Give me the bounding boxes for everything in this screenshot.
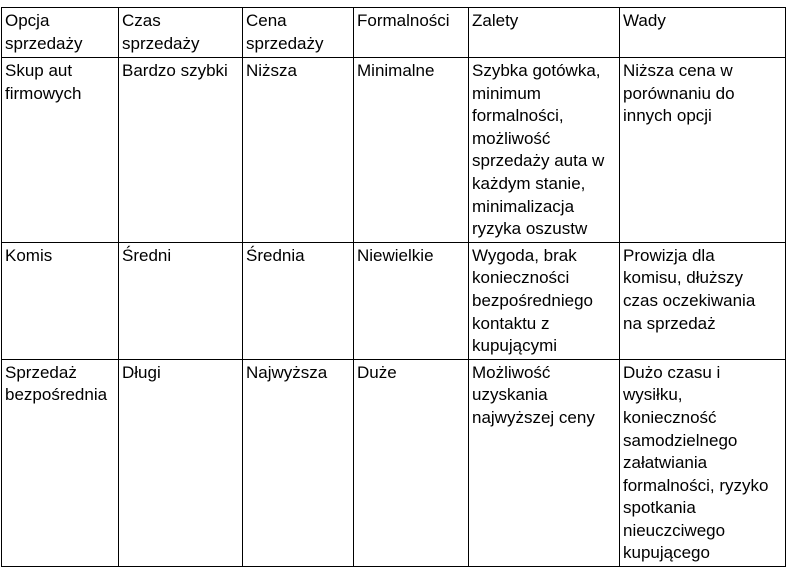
cell-price: Niższa xyxy=(243,58,354,243)
cell-pros: Wygoda, brak konieczności bezpośredniego kontaktu z kupującymi xyxy=(469,242,620,359)
header-cell-time: Czas sprzedaży xyxy=(119,8,243,58)
cell-time: Średni xyxy=(119,242,243,359)
table-row xyxy=(2,359,786,566)
header-cell-formalities: Formalności xyxy=(354,8,469,58)
cell-option: Sprzedaż bezpośrednia xyxy=(2,359,119,566)
cell-price: Najwyższa xyxy=(243,359,354,566)
cell-cons: Prowizja dla komisu, dłuższy czas oczekiwania na sprzedaż xyxy=(620,242,786,359)
header-cell-price: Cena sprzedaży xyxy=(243,8,354,58)
cell-time: Długi xyxy=(119,359,243,566)
cell-pros: Możliwość uzyskania najwyższej ceny xyxy=(469,359,620,566)
table-row xyxy=(2,58,786,243)
cell-cons: Niższa cena w porównaniu do innych opcji xyxy=(620,58,786,243)
cell-pros: Szybka gotówka, minimum formalności, możliwość sprzedaży auta w każdym stanie, minimalizacja ryzyka oszustw xyxy=(469,58,620,243)
header-cell-cons: Wady xyxy=(620,8,786,58)
cell-cons: Dużo czasu i wysiłku, konieczność samodzielnego załatwiania formalności, ryzyko spotkania nieuczciwego kupującego xyxy=(620,359,786,566)
cell-formalities: Minimalne xyxy=(354,58,469,243)
cell-formalities: Niewielkie xyxy=(354,242,469,359)
cell-formalities: Duże xyxy=(354,359,469,566)
cell-option: Komis xyxy=(2,242,119,359)
cell-time: Bardzo szybki xyxy=(119,58,243,243)
comparison-table xyxy=(1,7,786,567)
table-row xyxy=(2,242,786,359)
header-cell-pros: Zalety xyxy=(469,8,620,58)
header-row xyxy=(2,8,786,58)
cell-price: Średnia xyxy=(243,242,354,359)
cell-option: Skup aut firmowych xyxy=(2,58,119,243)
header-cell-option: Opcja sprzedaży xyxy=(2,8,119,58)
